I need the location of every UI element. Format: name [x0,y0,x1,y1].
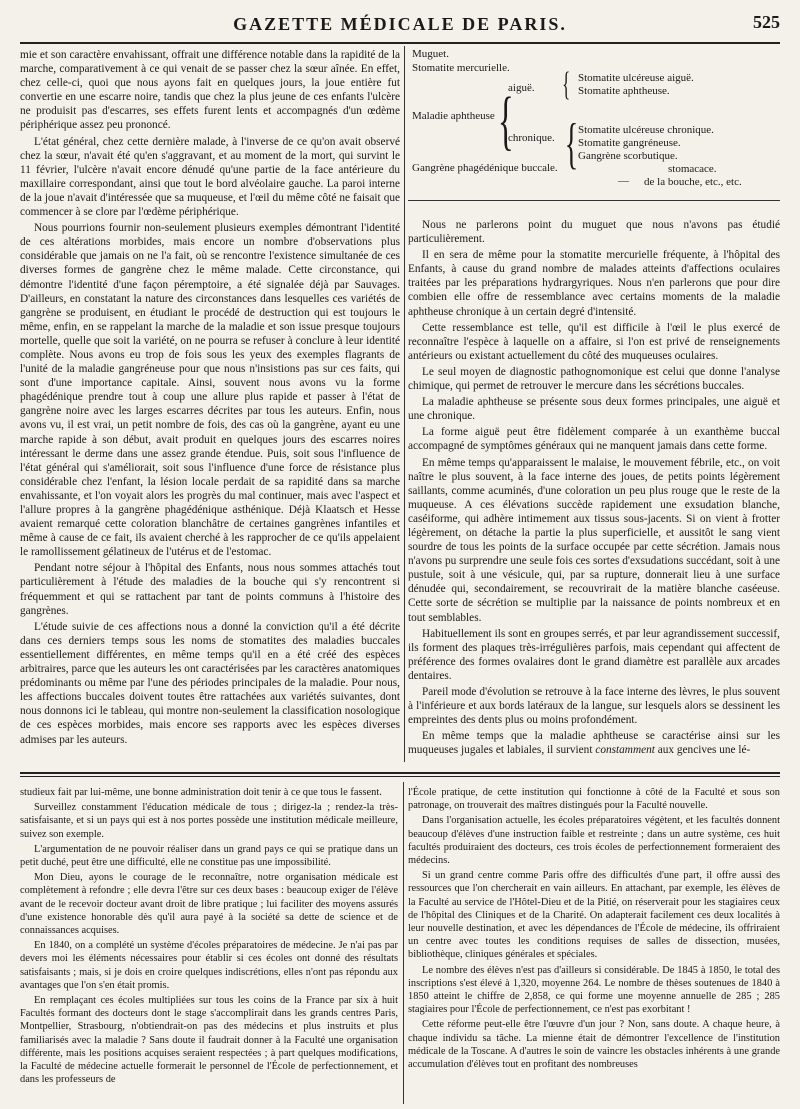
section-rule [20,776,780,777]
paragraph: l'École pratique, de cette institution qui fonctionne à côté de la Faculté et sous son patronage, on trouverait des maîtres distingués pour la Faculté nouvelle. [408,787,780,812]
emphasis: constamment [595,744,655,757]
header-rule [20,42,780,44]
text-run: En même temps que la maladie aphtheuse se caractérise ainsi sur les muqueuses jugales et labiales, il survient [408,730,780,757]
class-gangrene: Gangrène phagédénique buccale. [412,162,558,174]
paragraph: L'étude suivie de ces affections nous a donné la conviction qu'il a été décrite dans ces derniers temps sous les noms de stomatites des maladies buccales essentiellement différentes, en même temps qu'il en a été créé des espèces arbitraires, parce que les auteurs les ont caractérisées par les caractères anatomiques prédominants ou même par l'une des périodes principales de la maladie. Pour nous, les affections buccales doivent toutes être rattachées aux variétés suivantes, dont nous donnons ici le tableau, qui montre non-seulement la classification nosologique de ces espèces morbides, mais encore ses rapports avec les espèces diverses admises par les auteurs. [20,620,400,746]
paragraph: Dans l'organisation actuelle, les écoles préparatoires végètent, et les facultés donnent beaucoup d'élèves d'une instruction faible et restreinte ; dans un autre système, ces huit facultés produiraient des docteurs, ces trois écoles de perfectionnement formeraient des médecins. [408,815,780,867]
text-run: aux gencives une lé- [654,744,751,757]
class-aigue-item: Stomatite ulcéreuse aiguë. [578,72,694,84]
section-rule [20,772,780,774]
paragraph: Cette ressemblance est telle, qu'il est difficile à l'œil le plus exercé de reconnaître l'espèce à laquelle on a affaire, si l'on est privé de renseignements antérieurs ou existant actuellement du côté des muqueuses oculaires. [408,321,780,362]
class-chronique-item: Stomatite gangréneuse. [578,137,681,149]
paragraph [408,729,780,757]
class-chronique-item: Stomatite ulcéreuse chronique. [578,124,714,136]
paragraph: La maladie aphtheuse se présente sous deux formes principales, une aiguë et une chronique. [408,396,780,423]
running-title: GAZETTE MÉDICALE DE PARIS. [233,14,567,34]
brace-icon: { [562,66,571,103]
class-stomatite-mercurielle: Stomatite mercurielle. [412,62,510,74]
paragraph: Nous pourrions fournir non-seulement plusieurs exemples démontrant l'identité de ces altérations morbides, mais encore un nombre d'observations plus considérable que jamais on ne l'a fait, où se rencontre l'existence simultanée de ces diverses formes de gangrène chez le même malade. Cette circonstance, qui démontre l'identité d'une façon péremptoire, a été signalée déjà par Sauvages. D'ailleurs, en constatant la nature des circonstances dans lesquelles ces variétés de gangrène se produisent, en étudiant le procédé de destruction qui est toujours le même, enfin, en se rappelant la marche de la maladie et son issue presque toujours mortelle, quelle que soit la variété, on ne pourra se refuser à conclure à leur identité complète. Nous avons eu trop de fois sous les yeux des exemples flagrants de l'unité de la maladie gangréneuse pour que nous n'insistions pas sur ces faits, qui sont d'une importance capitale. Ainsi, souvent nous avons vu la forme phagédénique prendre tout à coup une allure plus rapide et passer à l'état de gangrène noire avec les larges escarres décrites par tous les auteurs. Enfin, nous avons vu, il est vrai, un petit nombre de fois, des cas où la gangrène, ayant eu une marche rapide à son début, avait produit en quelques jours des escarres noires intéressant le derme dans une assez grande étendue. Puis, soit sous l'influence de l'état général qui s'améliorait, soit sous l'influence d'une force de résistance plus considérable chez l'enfant, la lésion locale perdait de sa rapidité dans sa marche envahissante, et l'on voyait alors les progrès du mal continuer, mais avec l'aspect et l'allure propres à la gangrène phagédénique asthénique. Déjà Klaatsch et Hesse avaient remarqué cette coloration blanchâtre de certaines gangrènes infantiles et même à cause de ce fait, ils avaient cherché à les rapprocher de ce qu'ils appelaient le ramollissement gélatineux de l'utérus et de l'estomac. [20,222,400,559]
paragraph: Cette réforme peut-elle être l'œuvre d'un jour ? Non, sans doute. A chaque heure, à chaque individu sa tâche. La mienne était de démontrer l'excellence de l'institution médicale de la Toscane. A d'autres le soin de vaincre les obstacles inhérents à une grande accumulation d'élèves tout en profitant des nombreuses [408,1019,780,1071]
classification-rule [408,200,780,201]
brace-icon: { [497,84,514,157]
class-muguet: Muguet. [412,48,449,60]
column-divider [403,782,404,1104]
bottom-right-column [408,786,780,1104]
paragraph: Nous ne parlerons point du muguet que nous n'avons pas étudié particulièrement. [408,219,780,246]
paragraph: Pendant notre séjour à l'hôpital des Enfants, nous nous sommes attachés tout particulièrement à l'étude des maladies de la bouche qui s'y rencontrent si fréquemment et qui se rattachent par tant de points communs à l'histoire des gangrènes. [20,562,400,617]
paragraph: En remplaçant ces écoles multipliées sur tous les coins de la France par six à huit Facultés formant des docteurs dont le stage s'accomplirait dans les grands centres Paris, Montpellier, Strasbourg, n'obtiendrait-on pas des médecins et plus instruits et plus familiarisés avec la maladie ? Sans doute il faudrait donner à la Faculté une organisation différente, mais les positions acquises seraient respectées ; à part quelques modifications, la Faculté de médecine actuelle formerait le personnel de l'École de perfectionnement, et dans les professeurs de [20,995,398,1086]
paragraph: studieux fait par lui-même, une bonne administration doit tenir à ce que tous le fassent. [20,787,382,798]
class-aigue-item: Stomatite aphtheuse. [578,85,670,97]
paragraph: Le seul moyen de diagnostic pathognomonique est celui que donne l'analyse chimique, qui permet de retrouver le mercure dans les sécrétions buccales. [408,365,780,393]
paragraph: La forme aiguë peut être fidèlement comparée à un exanthème buccal accompagné de symptômes généraux qui ne manquent jamais dans cette forme. [408,426,780,453]
paragraph: Mon Dieu, ayons le courage de le reconnaître, notre organisation médicale est complètement à refondre ; elle devra l'être sur ces deux bases : beaucoup exiger de l'élève avant de le recevoir docteur avant droit de libre pratique ; lui faciliter des moyens assurés d'une existence honorable dès qu'il aura payé à la société sa dette de science et de connaissances acquises. [20,872,398,937]
page-header [20,10,780,40]
paragraph: En 1840, on a complété un système d'écoles préparatoires de médecine. Je n'ai pas par devers moi les éléments nécessaires pour établir si ces écoles ont donné des résultats satisfaisants ; mais, si je dois en croire quelques indiscrétions, elles n'ont pas répondu aux avantages que l'on s'en était promis. [20,940,398,991]
right-column [408,48,780,758]
class-maladie-aphtheuse: Maladie aphtheuse [412,110,495,122]
paragraph: En même temps qu'apparaissent le malaise, le mouvement fébrile, etc., on voit naître le plus souvent, à la face interne des joues, de petits points légèrement saillants, comme acuminés, d'une coloration un peu plus rouge que le reste de la muqueuse. A ces élévations succède rapidement une exsudation blanche, caséiforme, qui adhère intimement aux tissus sous-jacents. Si on vient à frotter légèrement, on détache la partie la plus superficielle, et aussitôt le sang vient sourdre de tous les points de la surface occupée par cette sécrétion. Jamais nous n'avons pu surprendre une seule fois ces sortes d'exsudations succédant, soit à une pustule, soit à une vésicule, qui, par sa rupture, donnerait lieu à une surface dénudée qui, secondairement, se recouvrirait de la matière blanche caséeuse. Cette sorte de sécrétion se multiplie par la naissance de points nombreux et en tout semblables. [408,456,780,624]
classification-table [408,48,780,218]
paragraph: mie et son caractère envahissant, offrait une différence notable dans la rapidité de la marche, comparativement à ce qui venait de se passer chez la sœur aînée. En effet, chez celle-ci, quoi que nous ayons fait en quelques jours, la joue entière fut convertie en une escarre noire, tandis que chez la plus jeune de ces enfants l'ulcère ne produisit pas d'escarres, ses effets furent lents et accompagnés d'un œdème périphérique assez peu prononcé. [20,49,400,132]
paragraph: L'état général, chez cette dernière malade, à l'inverse de ce qu'on avait observé chez la sœur, n'avait été qu'en s'aggravant, et au moment de la mort, qui survint le 11 février, l'ulcère n'avait encore dénudé qu'une partie de la face antérieure du maxillaire correspondant, ainsi que tout le bord alvéolaire gauche. La paroi interne de la joue n'avait d'intéressée que sa muqueuse, et l'œil du même côté ne faisait que commencer à se clore par l'œdème périphérique. [20,135,400,219]
paragraph: Il en sera de même pour la stomatite mercurielle fréquente, à l'hôpital des Enfants, à cause du grand nombre de malades atteints d'affections oculaires traitées par les préparations hydrargyriques. Nous n'en parlerons que pour dire combien elle offre de ressemblance avec certains moments de la maladie aphtheuse chronique à un certain degré d'intensité. [408,249,780,318]
paragraph: Surveillez constamment l'éducation médicale de tous ; dirigez-la ; rendez-la très-satisfaisante, et si un pays qui est à nos portes possède une institution médicale meilleure, suivez son exemple. [20,802,398,840]
page-number: 525 [753,12,780,32]
paragraph: L'argumentation de ne pouvoir réaliser dans un grand pays ce qui se pratique dans un petit duché, peut être une difficulté, elle ne constitue pas une impossibilité. [20,843,398,869]
column-divider [404,46,405,762]
paragraph: Si un grand centre comme Paris offre des difficultés d'une part, il offre aussi des ressources que l'on chercherait en vain ailleurs. En attachant, par exemple, les élèves de la Faculté au service de l'Hôtel-Dieu et de la Pitié, on réserverait pour les stagiaires ceux de l'hôpital des Cliniques et de la Charité. On adapterait facilement ces deux localités à leur nouvelle destination, et avec les dépendances de l'École de médecine, ils offriraient un centre avec toutes les conditions requises de salles de dissection, musées, bibliothèque, cliniques générales et spéciales. [408,870,780,961]
bottom-left-column [20,786,398,1104]
class-chronique: chronique. [508,132,555,144]
class-aigue: aiguë. [508,82,535,94]
left-column [20,48,400,758]
class-chronique-item: Gangrène scorbutique. [578,150,678,162]
class-bouche: de la bouche, etc., etc. [644,176,742,188]
paragraph: Le nombre des élèves n'est pas d'ailleurs si considérable. De 1845 à 1850, le total des inscriptions s'est élevé à 1,320, moyenne 264. Le nombre de thèses soutenues de 1840 à 1850 atteint le chiffre de 2,858, ce qui forme une moyenne annuelle de 285 ; 285 stagiaires pour l'École de perfectionnement, ce n'est pas exorbitant ! [408,964,780,1016]
class-stomacace: stomacace. [668,163,717,175]
class-dash: — [618,175,629,187]
brace-icon: { [564,113,579,175]
paragraph: Habituellement ils sont en groupes serrés, et par leur agrandissement successif, ils forment des plaques très-irrégulières parfois, mais cependant qui affectent de préférence des formes ovalaires dont le grand diamètre est parallèle aux arcades dentaires. [408,627,780,682]
paragraph: Pareil mode d'évolution se retrouve à la face interne des lèvres, le plus souvent à l'inférieure et aux bords latéraux de la langue, sur lesquels alors se dessinent les empreintes des dents plus ou moins profondément. [408,686,780,727]
